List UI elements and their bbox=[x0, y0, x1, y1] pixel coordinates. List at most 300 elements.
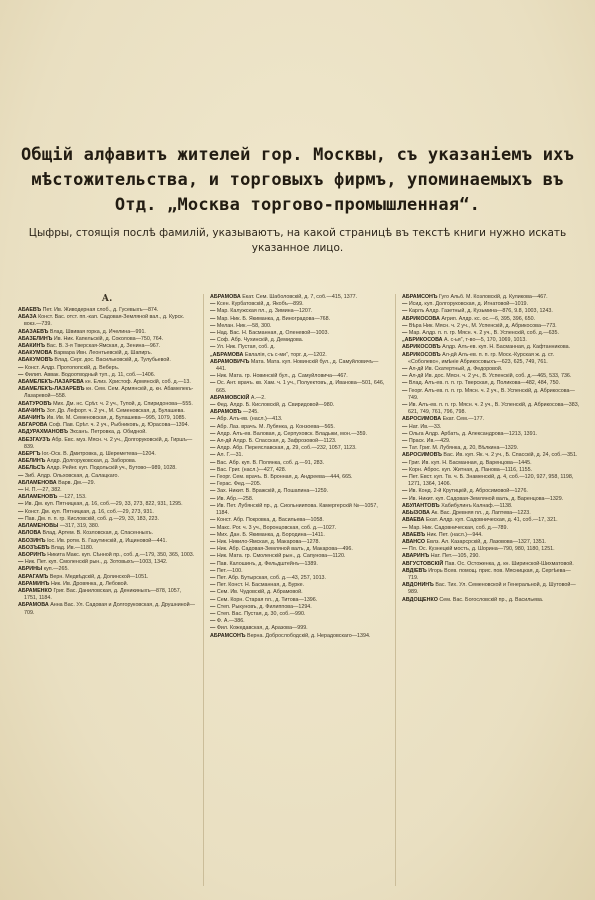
entry-surname: — bbox=[210, 553, 216, 560]
directory-entry bbox=[210, 589, 388, 596]
entry-details: Праск. Ив.—429. bbox=[408, 438, 451, 445]
entry-surname: — bbox=[210, 301, 216, 308]
entry-details: Пав. Калошинъ, д. Фельдштейнъ—1389. bbox=[216, 560, 318, 567]
entry-surname: — bbox=[210, 459, 216, 466]
entry-details: Ив. Ив. М. Семеновская, д. Булашева—995, 1079, 1085. bbox=[46, 415, 187, 422]
entry-surname: — bbox=[210, 618, 216, 625]
entry-details: Конст. Алдр. Протопопскій, д. Веберъ. bbox=[24, 364, 120, 371]
directory-entry bbox=[18, 372, 196, 379]
directory-entry bbox=[402, 431, 580, 438]
entry-surname: — bbox=[210, 603, 216, 610]
entry-details: Георг. Сем. врачъ. В. Бронная, д. Андреева—444, 665. bbox=[216, 474, 353, 481]
entry-details: Ив. Алъ-ев. п. п. гр. Мясн. ч. 2 уч., В. Успенскій, д. Абрикосова—383, 621, 749, 761, 796, 798. bbox=[408, 402, 580, 416]
entry-details: —317, 319, 380. bbox=[59, 523, 100, 530]
entry-surname: АБАКУМОВА bbox=[18, 350, 53, 357]
entry-details: Ал-дй Ив. Скатертный, д. Федоровой. bbox=[408, 366, 503, 373]
entry-details: Алдр. Абр. Переяславская, д. 29, соб.—232, 1057, 1123. bbox=[216, 445, 357, 452]
directory-entry bbox=[18, 314, 196, 328]
entry-surname: АБРАМОВА bbox=[18, 602, 49, 609]
entry-surname: АБАЗАЕВЪ bbox=[18, 328, 49, 335]
entry-details: Над. Вас. Н. Басманная, д. Оленевой—1003. bbox=[216, 330, 329, 337]
entry-details: Вас. Абр. куп. В. Полянка, соб. д.—91, 283. bbox=[216, 459, 325, 466]
entry-surname: — bbox=[402, 308, 408, 315]
entry-details: Пл. Ос. Кузнецкій мостъ, д. Шорина—790, 980, 1180, 1251. bbox=[408, 546, 555, 553]
entry-details: Мар. Ник. Садовническая, соб. д.—789. bbox=[408, 524, 508, 531]
entry-details: Абр. Лаз. врачъ. М. Лубянка, д. Конзоева—565. bbox=[216, 423, 335, 430]
directory-entry bbox=[210, 525, 388, 532]
entry-details: Герас. Фед.—205. bbox=[216, 481, 262, 488]
entry-details: Хабибулинъ Калнаф.—1138. bbox=[441, 502, 513, 509]
entry-details: Мар. Алдр. п. п. гр. Мясн. ч. 2 уч., В. Успенскій, соб. д.—635. bbox=[408, 330, 559, 337]
entry-details: Зах. Никит. В. Вражскій, д. Пошапина—1259. bbox=[216, 488, 329, 495]
entry-surname: — bbox=[402, 423, 408, 430]
entry-details: Ник. Пет. (насл.)—944. bbox=[426, 531, 483, 538]
entry-details: Влад. Серг. дос. Васильковскій, д. Тулубьевой. bbox=[54, 357, 171, 364]
entry-surname: АВДОНИНЪ bbox=[402, 582, 434, 589]
entry-surname: АБЛАМЕНОВА bbox=[18, 479, 57, 486]
directory-entry bbox=[402, 582, 580, 596]
entry-details: Зиб. Алдр. Ольховская, д. Салацкаго. bbox=[24, 472, 119, 479]
entry-details: Сем. Ив. Чудовскій, д. Абрамовой. bbox=[216, 589, 303, 596]
directory-entry bbox=[402, 496, 580, 503]
entry-surname: АБРАМОВИЧЪ bbox=[210, 358, 250, 365]
entry-surname: — bbox=[210, 531, 216, 538]
entry-details: А. с-ья“, т-во—5, 170, 1069, 1013. bbox=[444, 337, 527, 344]
entry-details: Мих. Дан. Б. Якиманка, д. Бородина—1411. bbox=[216, 531, 325, 538]
directory-column-3 bbox=[395, 294, 580, 886]
page-title: Общій алфавитъ жителей гор. Москвы, съ указаніемъ ихъ мѣстожительства, и торговыхъ фирмъ, упоминаемыхъ въ Отд. „Москва торгово-промышленная“. bbox=[20, 145, 575, 215]
entry-details: Конст. Абр. Покровка, д. Васильева—1058. bbox=[216, 517, 324, 524]
entry-details: Н. П.—27, 382. bbox=[24, 487, 62, 494]
directory-entry bbox=[402, 510, 580, 517]
entry-details: Мар. Ник. Б. Якиманка, д. Виноградова—768. bbox=[216, 315, 331, 322]
directory-entry bbox=[18, 516, 196, 523]
entry-surname: АБЛАМЕНОВЪ bbox=[18, 494, 58, 501]
entry-details: Карлъ Алдр. Газетный, д. Кузьмина—876, 9.8, 1003, 1243. bbox=[408, 308, 553, 315]
directory-entry bbox=[402, 467, 580, 474]
directory-entry bbox=[402, 568, 580, 582]
directory-entry bbox=[402, 597, 580, 604]
directory-entry bbox=[18, 415, 196, 422]
directory-entry bbox=[402, 460, 580, 467]
entry-details: Евлз. Ал. Казарсрскій, д. Лазовова—1327, 1351. bbox=[426, 538, 547, 545]
entry-surname: — bbox=[210, 567, 216, 574]
entry-surname: — bbox=[402, 301, 408, 308]
entry-details: Степ. Рыкуновъ, д. Филиппова—1294. bbox=[216, 603, 312, 610]
entry-details: —127, 153. bbox=[58, 494, 87, 501]
directory-entry bbox=[210, 496, 388, 503]
directory-entry bbox=[402, 380, 580, 387]
directory-entry bbox=[210, 395, 388, 402]
entry-details: Игорь Всев. помощ. прис. пов. Мясницкая, д. Сергѣева—719. bbox=[408, 567, 571, 581]
entry-surname: АБРАМИНЪ bbox=[18, 580, 50, 587]
entry-details: Пет. Ив. Живодерная слоб., д. Гусевыхъ—874. bbox=[42, 307, 159, 313]
entry-surname: — bbox=[210, 625, 216, 632]
entry-surname: АБРАМСОНЪ bbox=[402, 294, 438, 300]
entry-surname: — bbox=[18, 515, 24, 522]
directory-entry bbox=[402, 352, 580, 366]
entry-details: Сем. Вас. Богословскій пр., д. Васильева. bbox=[439, 596, 544, 603]
entry-surname: АБАЗЕЛИНЪ bbox=[18, 335, 53, 342]
directory-entry bbox=[402, 416, 580, 423]
entry-details: Ник. Никило-Ямская, д. Макарова—1278. bbox=[216, 538, 320, 545]
entry-details: Ксен. Курбатовскій, д. Якобъ—899. bbox=[216, 301, 304, 308]
directory-entry bbox=[210, 517, 388, 524]
entry-surname: АБРАМЕНКО bbox=[18, 587, 52, 594]
directory-entry bbox=[18, 530, 196, 537]
entry-surname: — bbox=[210, 430, 216, 437]
entry-surname: — bbox=[402, 373, 408, 380]
entry-details: Зот. Др. Лефорт. ч. 2 уч., М. Семеновская, д. Булашева. bbox=[46, 407, 185, 414]
entry-details: Сем. Корн. Старая пл., д. Титова—1396. bbox=[216, 596, 318, 603]
entry-details: Филип. Аввак. Водоотводный туп., д. 11, соб.—1406. bbox=[24, 371, 156, 378]
directory-entry bbox=[18, 473, 196, 480]
entry-details: Верн. Медвѣдскій, д. Долинской—1051. bbox=[49, 573, 149, 580]
entry-surname: — bbox=[210, 474, 216, 481]
entry-surname: — bbox=[210, 330, 216, 337]
entry-details: Тат. Григ. М. Лубянка, д. 20, Вѣлкина—1329. bbox=[408, 445, 519, 452]
entry-surname: — bbox=[210, 574, 216, 581]
directory-entry bbox=[18, 386, 196, 400]
entry-details: Ф. А.—386. bbox=[216, 618, 245, 625]
entry-surname: АБРОСИМОВА bbox=[402, 416, 442, 423]
directory-column-2 bbox=[203, 294, 388, 886]
entry-surname: АВГУСТОВСКІЙ bbox=[402, 560, 444, 567]
entry-surname: — bbox=[402, 330, 408, 337]
entry-surname: АБРАМСОНЪ bbox=[210, 632, 246, 639]
directory-entry bbox=[210, 359, 388, 373]
directory-entry bbox=[18, 509, 196, 516]
page-header bbox=[20, 143, 575, 256]
directory-entry bbox=[210, 553, 388, 560]
entry-surname: АВДОЩЕНКО bbox=[402, 596, 438, 603]
entry-details: Ник. Мата. гр. Смоленскій рын., д. Сапунова—1120. bbox=[216, 553, 346, 560]
directory-entry bbox=[210, 380, 388, 394]
directory-entry bbox=[210, 460, 388, 467]
entry-details: А.—2. bbox=[250, 394, 266, 401]
entry-surname: — bbox=[18, 508, 24, 515]
directory-entry bbox=[210, 488, 388, 495]
directory-entry bbox=[402, 308, 580, 315]
directory-entry bbox=[18, 429, 196, 436]
entry-details: Исид. куп. Долгоруковская, д. Игнатовой—1019. bbox=[408, 301, 529, 308]
directory-entry bbox=[18, 465, 196, 472]
entry-details: Мих. Дм. нс. Срѣт. ч. 2 уч., Тупой, д. Спиридонова—555. bbox=[53, 400, 193, 407]
entry-details: Екат. Сем. Шаболовскій, д. 7, соб.—415, 1377. bbox=[242, 294, 358, 300]
directory-entry bbox=[210, 611, 388, 618]
entry-details: Алдр. Алъ-ев. Валовая, д. Серпуховск. Владыки, мон.—359. bbox=[216, 430, 367, 437]
entry-surname: — bbox=[210, 423, 216, 430]
entry-surname: — bbox=[210, 488, 216, 495]
directory-entry bbox=[402, 388, 580, 402]
entry-surname: АБРИКОСОВЪ bbox=[402, 344, 441, 351]
directory-entry bbox=[402, 323, 580, 330]
entry-surname: — bbox=[402, 445, 408, 452]
directory-entry bbox=[210, 409, 388, 416]
entry-surname: АБАЧИНЪ bbox=[18, 407, 46, 414]
entry-details: Ив. Дм. куп. Пятницкая, д. 16, соб.—29, 33, 273, 822, 931, 1295. bbox=[24, 501, 183, 508]
entry-surname: — bbox=[402, 322, 408, 329]
entry-surname: АБУЛАНТОВЪ bbox=[402, 502, 440, 509]
directory-entry bbox=[18, 329, 196, 336]
entry-surname: — bbox=[210, 524, 216, 531]
entry-surname: — bbox=[210, 315, 216, 322]
entry-surname: — bbox=[210, 438, 216, 445]
directory-entry bbox=[402, 438, 580, 445]
entry-surname: — bbox=[210, 596, 216, 603]
entry-surname: АБАМЕЛЕКЪ-ЛАЗАРЕВЪ bbox=[18, 386, 85, 393]
entry-surname: „АБРИКОСОВА bbox=[402, 337, 443, 344]
directory-entry bbox=[210, 532, 388, 539]
directory-entry bbox=[18, 437, 196, 451]
directory-entry bbox=[18, 480, 196, 487]
directory-entry bbox=[210, 503, 388, 517]
directory-entry bbox=[18, 365, 196, 372]
directory-entry bbox=[402, 553, 580, 560]
section-letter: А. bbox=[101, 294, 113, 304]
directory-entry bbox=[402, 316, 580, 323]
entry-surname: — bbox=[18, 472, 24, 479]
entry-details: Влад. Артем. В. Козловская, д. Спасенныхъ. bbox=[42, 530, 154, 537]
directory-entry bbox=[18, 574, 196, 581]
directory-entry bbox=[402, 503, 580, 510]
entry-surname: АБЫЗОВА bbox=[402, 510, 430, 517]
entry-surname: АВАРИНЪ bbox=[402, 553, 430, 560]
directory-entry bbox=[402, 344, 580, 351]
entry-surname: АБЕРГЪ bbox=[18, 451, 41, 458]
entry-surname: АБРАМОВЪ bbox=[210, 409, 242, 416]
entry-details: Вас. В. 3-я Тверская-Ямская, д. Зенина—967. bbox=[46, 343, 161, 350]
entry-details: Екат. Алдр. куп. Садовническая, д. 41, соб.—17, 321. bbox=[425, 517, 558, 524]
directory-entry bbox=[210, 438, 388, 445]
directory-entry bbox=[210, 402, 388, 409]
entry-surname: — bbox=[210, 322, 216, 329]
directory-entry bbox=[210, 452, 388, 459]
entry-surname: — bbox=[210, 481, 216, 488]
entry-details: Варв. Дм.—29. bbox=[58, 479, 96, 486]
directory-entry bbox=[210, 323, 388, 330]
entry-details: Нат. Ив.—33. bbox=[408, 423, 442, 430]
entry-surname: — bbox=[402, 495, 408, 502]
entry-details: Пет. Конст. Н. Басманная, д. Бурке. bbox=[216, 582, 305, 589]
entry-details: Мелан. Ник.—58, 300. bbox=[216, 322, 272, 329]
directory-entry bbox=[18, 559, 196, 566]
entry-details: Пав. Ос. Остоженка, д. кн. Ширинской-Шихматовой. bbox=[444, 560, 574, 567]
directory-entry bbox=[402, 373, 580, 380]
entry-surname: — bbox=[210, 538, 216, 545]
entry-surname: АБАМЕЛЕКЪ-ЛАЗАРЕВА bbox=[18, 379, 84, 386]
entry-surname: — bbox=[18, 559, 24, 566]
directory-columns bbox=[18, 294, 580, 886]
entry-surname: — bbox=[402, 474, 408, 481]
entry-details: Ник. Ив. Дровянка, д. Лебовой. bbox=[50, 580, 129, 587]
entry-surname: — bbox=[18, 364, 24, 371]
entry-surname: АБДУРАХМАНОВЪ bbox=[18, 429, 68, 436]
entry-details: Алдр. Алъ-ев. куп. Н. Басманная, д. Кафтанникова. bbox=[442, 344, 571, 351]
entry-surname: АБАЕВЪ bbox=[18, 307, 42, 313]
entry-details: Георг. Алъ-ев. п. п. гр. Мясн. ч. 2 уч., В. Успенскій, д. Абрикосова—749. bbox=[408, 387, 575, 401]
directory-entry bbox=[210, 633, 388, 640]
entry-details: Ольга Алдр. Арбатъ, д. Александрова—1213, 1391. bbox=[408, 430, 538, 437]
entry-surname: — bbox=[402, 546, 408, 553]
entry-details: Мата. Мата. куп. Новинскій бул., д. Самуйловичъ—441. bbox=[216, 358, 379, 373]
entry-surname: АБГАРОВА bbox=[18, 422, 48, 429]
directory-entry bbox=[210, 416, 388, 423]
directory-entry bbox=[402, 474, 580, 488]
directory-entry bbox=[18, 494, 196, 501]
directory-entry bbox=[210, 467, 388, 474]
entry-surname: — bbox=[210, 610, 216, 617]
directory-entry bbox=[18, 538, 196, 545]
entry-surname: — bbox=[210, 560, 216, 567]
directory-entry bbox=[210, 373, 388, 380]
entry-details: Ос. Ант. врачъ. кв. Хам. ч. 1 уч., Полуектовъ, д. Иванова—501, 646, 665. bbox=[216, 380, 385, 394]
entry-surname: — bbox=[210, 546, 216, 553]
entry-surname: — bbox=[210, 589, 216, 596]
directory-entry bbox=[210, 568, 388, 575]
entry-surname: — bbox=[402, 459, 408, 466]
entry-details: Влад. Швивая горка, д. Ичелина—991. bbox=[49, 328, 146, 335]
entry-details: куп.—265. bbox=[43, 566, 69, 573]
entry-surname: АБЛОВА bbox=[18, 530, 41, 537]
entry-details: кн. Елиз. Христоф. Армянскій, соб. д.—13. bbox=[85, 379, 191, 386]
entry-details: Вас. Тих. Ул. Семеновской и Генеральной, д. Шутовой—989. bbox=[408, 582, 576, 596]
entry-surname: — bbox=[210, 308, 216, 315]
directory-entry bbox=[210, 344, 388, 351]
entry-details: Вас. Ив. куп. Як. ч. 2 уч., Б. Спасскій, д. 24, соб.—351. bbox=[443, 452, 578, 459]
entry-details: кн. Сем. Сем. Армянскій, д. кн. Абамелекъ-Лазаревой—558. bbox=[24, 386, 194, 400]
directory-entry bbox=[18, 545, 196, 552]
directory-entry bbox=[18, 357, 196, 364]
entry-details: Алдр. Рейнг. куп. Подольскій уч., Бутово—989, 1028. bbox=[46, 465, 177, 472]
entry-surname: — bbox=[402, 466, 408, 473]
entry-surname: — bbox=[210, 337, 216, 344]
entry-surname: АБЕЗГАУЗЪ bbox=[18, 436, 51, 443]
directory-entry bbox=[210, 424, 388, 431]
directory-entry bbox=[18, 523, 196, 530]
entry-surname: АБЕЛЬСЪ bbox=[18, 465, 46, 472]
entry-surname: АБОЗЪЕВЪ bbox=[18, 544, 50, 551]
page-subtitle: Цыфры, стоящія послѣ фамилій, указываютъ, на какой страницѣ въ текстѣ книги нужно искать указанное лицо. bbox=[28, 227, 567, 254]
entry-surname: — bbox=[210, 466, 216, 473]
directory-entry bbox=[18, 581, 196, 588]
directory-entry bbox=[210, 316, 388, 323]
directory-entry bbox=[402, 330, 580, 337]
entry-details: Ив. Абр.—258. bbox=[216, 495, 254, 502]
directory-entry bbox=[18, 487, 196, 494]
entry-details: Ул. Ник. Пустая, соб. д. bbox=[216, 344, 275, 351]
entry-details: Ник. Мата. гр. Новинскій бул., д. Самуйловича—467. bbox=[216, 373, 348, 380]
directory-entry bbox=[210, 618, 388, 625]
entry-surname: АВАНСО bbox=[402, 538, 426, 545]
entry-details: Степ. Вас. Пустая, д. 30, соб.—990. bbox=[216, 610, 306, 617]
entry-surname: — bbox=[210, 402, 216, 409]
directory-entry bbox=[18, 401, 196, 408]
entry-details: Вас. Григ. (насл.)—427, 428. bbox=[216, 466, 287, 473]
entry-details: Корн. Аброс. куп. Житная, д. Панова—1116, 1155. bbox=[408, 466, 533, 473]
directory-entry bbox=[18, 602, 196, 616]
entry-surname: — bbox=[402, 524, 408, 531]
entry-surname: — bbox=[210, 517, 216, 524]
entry-surname: — bbox=[402, 430, 408, 437]
entry-surname: — bbox=[18, 487, 24, 494]
entry-details: Пет. Абр. Бутырская, соб. д.—43, 257, 1013. bbox=[216, 574, 327, 581]
directory-entry bbox=[210, 445, 388, 452]
entry-details: Ник. Пет. куп. Смоленскій рын., д. Зотовыхъ—1003, 1342. bbox=[24, 559, 168, 566]
entry-details: Ив. Пет. Лубянскій пр., д. Сиольниипова. Камергерскій №—1057, 1184. bbox=[216, 502, 378, 517]
entry-details: Ал. Г.—31. bbox=[216, 452, 243, 459]
entry-surname: АБРОСИМОВЪ bbox=[402, 452, 442, 459]
entry-surname: — bbox=[210, 452, 216, 459]
entry-details: Ив. Конд. 2-й Крутицкій, д. Абросимовой—1276. bbox=[408, 488, 528, 495]
entry-details: —245. bbox=[243, 409, 259, 416]
entry-surname: АБРАГАМЪ bbox=[18, 573, 49, 580]
entry-surname: АБРАМОВА bbox=[210, 294, 241, 300]
entry-surname: АБЕЛИНЪ bbox=[18, 458, 46, 465]
directory-entry bbox=[402, 337, 580, 344]
entry-details: Григ. Ив. куп. Н. Басманная, д. Варенцова—1445. bbox=[408, 459, 532, 466]
entry-surname: — bbox=[210, 445, 216, 452]
directory-entry bbox=[18, 566, 196, 573]
entry-details: Ник. Абр. Садовая-Земляной валъ, д. Макарова—496. bbox=[216, 546, 353, 553]
entry-surname: АБАЧИНЪ bbox=[18, 415, 46, 422]
entry-details: Абр. Алъ-ев. (насл.)—413. bbox=[216, 416, 283, 423]
entry-details: Екат. Сем.—177. bbox=[442, 416, 485, 423]
entry-details: Верна. Доброслободскій, д. Нерадовскаго—1394. bbox=[247, 632, 371, 639]
entry-details: Алдр. Долгоруковская, д. Заборова. bbox=[46, 458, 137, 465]
entry-surname: АБАКИНЪ bbox=[18, 343, 45, 350]
directory-entry bbox=[210, 308, 388, 315]
directory-entry bbox=[402, 488, 580, 495]
entry-surname: — bbox=[210, 416, 216, 423]
directory-entry bbox=[210, 625, 388, 632]
directory-entry bbox=[402, 525, 580, 532]
directory-entry bbox=[210, 597, 388, 604]
entry-surname: — bbox=[402, 387, 408, 394]
directory-entry bbox=[402, 517, 580, 524]
entry-details: Гуго Альб. М. Козловскій, д. Куликова—467. bbox=[439, 294, 548, 300]
directory-entry bbox=[210, 575, 388, 582]
directory-entry bbox=[18, 588, 196, 602]
entry-details: Соф. Пав. Срѣт. ч. 2 уч., Рыбниковъ, д. Юрасова—1394. bbox=[48, 422, 190, 429]
entry-surname: АВДІЕВЪ bbox=[402, 567, 427, 574]
entry-surname: — bbox=[210, 502, 216, 509]
entry-details: Ив. Никит. куп. Садовая-Земляной валъ, д. Варенцова—1329. bbox=[408, 495, 564, 502]
entry-details: Ив. Ник. Капельскій, д. Соколова—750, 764. bbox=[53, 335, 164, 342]
entry-details: Макс. Рог. ч. 3 уч., Воронцовская, соб. д.—1027. bbox=[216, 524, 337, 531]
entry-details: Ак. Вас. Древняя пл., д. Лаптева—1223. bbox=[431, 510, 531, 517]
entry-details: Евлалія, съ с-ми“, торг. д.—1202. bbox=[244, 351, 327, 358]
entry-surname: АБАТУРОВЪ bbox=[18, 400, 52, 407]
directory-entry bbox=[18, 451, 196, 458]
entry-details: Варвара Ивн. Леонтьевскій, д. Шапиръ. bbox=[53, 350, 153, 357]
entry-details: Анна Вас. Ул. Садовая и Долгоруковская, д. Друшниной—709. bbox=[24, 602, 195, 616]
entry-surname: — bbox=[402, 438, 408, 445]
entry-details: Соф. Абр. Чухинскій, д. Демидова. bbox=[216, 337, 304, 344]
entry-details: Мар. Калужская пл., д. Зимина—1207. bbox=[216, 308, 313, 315]
directory-entry bbox=[402, 532, 580, 539]
directory-entry bbox=[18, 408, 196, 415]
entry-surname: АБОЗИНЪ bbox=[18, 537, 46, 544]
entry-surname: — bbox=[210, 344, 216, 351]
entry-surname: АБОРИНЪ bbox=[18, 551, 46, 558]
entry-surname: — bbox=[18, 501, 24, 508]
entry-surname: АБРИНЫ bbox=[18, 566, 43, 573]
directory-entry bbox=[402, 452, 580, 459]
entry-details: Іог.-Оск. В. Дмитровка, д. Шереметева—1204. bbox=[42, 451, 156, 458]
entry-details: Конст. Вас. отст. пп.-кап. Садовая-Земляной вал., д. Курск. вокз.—739. bbox=[24, 314, 185, 328]
entry-details: Пет. Евст. куп. Тв. ч. Б. Знаменскій, д. 4, соб.—120, 927, 958, 1198, 1271, 1364, 1406. bbox=[408, 474, 574, 488]
